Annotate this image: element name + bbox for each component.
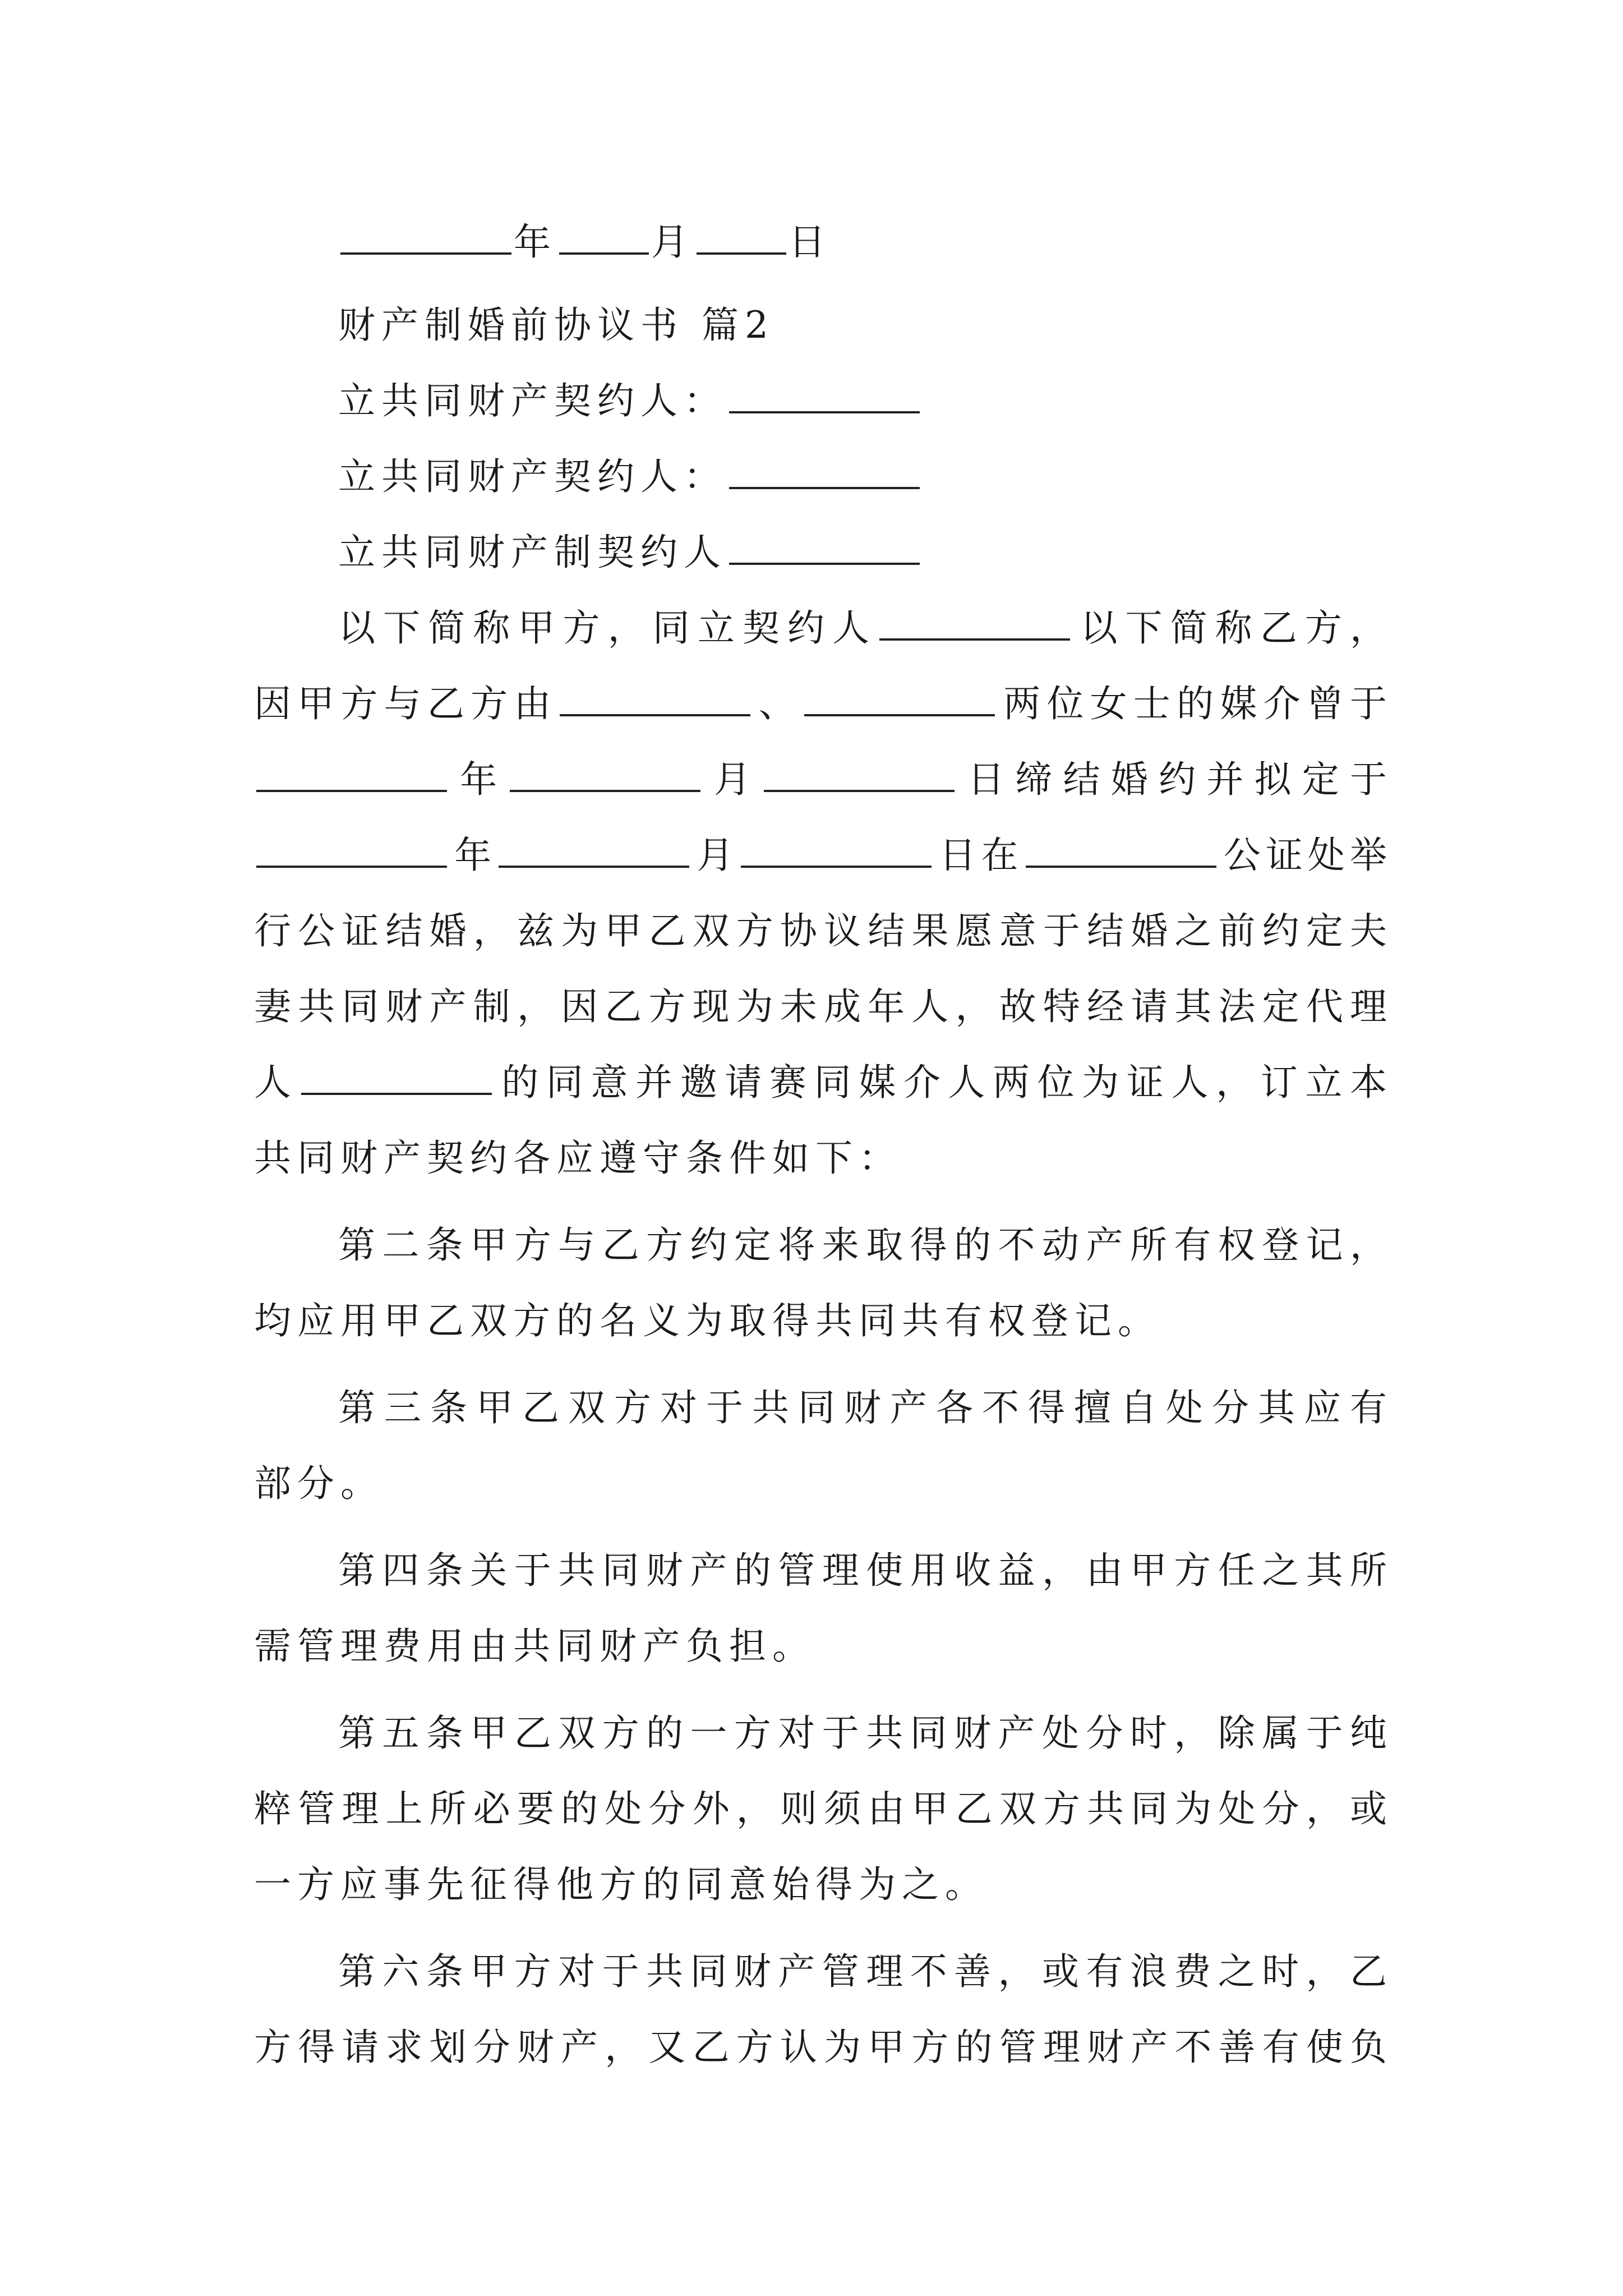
- p1-l4-text-d: 公证处举: [1218, 834, 1387, 877]
- p1-l4-text-c: 日在: [934, 834, 1023, 877]
- art6-line-1: 第六条甲方对于共同财产管理不善，或有浪费之时，乙: [338, 1950, 1387, 1993]
- party-c-blank: [729, 528, 920, 565]
- party-c-line: [338, 519, 1387, 586]
- party-b-line: [338, 443, 1387, 510]
- p1-l3-text-a: 年: [449, 758, 508, 801]
- party-a-line: [338, 367, 1387, 435]
- p1-l7-text-b: 的同意并邀请赛同媒介人两位为证人，订立本: [494, 1061, 1387, 1104]
- art2-line-1: 第二条甲方与乙方约定将来取得的不动产所有权登记，: [338, 1223, 1387, 1267]
- p1-line-2: [254, 670, 1387, 738]
- party-b-label: 立共同财产契约人：: [338, 455, 727, 498]
- blank: [256, 755, 447, 792]
- art3-line-1: 第三条甲乙双方对于共同财产各不得擅自处分其应有: [338, 1386, 1387, 1429]
- p1-line-3: [254, 746, 1387, 813]
- p1-l3-text-b: 月: [703, 758, 762, 801]
- party-a-label: 立共同财产契约人：: [338, 379, 727, 422]
- blank-day: [697, 218, 786, 255]
- party-a-blank: [729, 376, 920, 413]
- art6-line-2: 方得请求划分财产，又乙方认为甲方的管理财产不善有使负: [254, 2026, 1387, 2069]
- art2-line-2: 均应用甲乙双方的名义为取得共同共有权登记。: [254, 1299, 1161, 1342]
- p1-l1-text-a: 以下简称甲方，同立契约人: [338, 606, 878, 650]
- art5-line-3: 一方应事先征得他方的同意始得为之。: [254, 1863, 988, 1906]
- blank: [256, 831, 447, 868]
- art4-line-2: 需管理费用由共同财产负担。: [254, 1625, 815, 1668]
- p1-l1-text-b: 以下简称乙方，: [1072, 606, 1387, 650]
- blank: [1026, 831, 1216, 868]
- p1-line-4: [254, 822, 1387, 889]
- blank: [879, 604, 1070, 641]
- blank: [804, 679, 995, 716]
- art3-line-2: 部分。: [254, 1462, 384, 1505]
- section-heading: 财产制婚前协议书 篇2: [338, 303, 774, 347]
- p1-l2-text-c: 两位女士的媒介曾于: [997, 682, 1387, 725]
- p1-l2-text-a: 因甲方与乙方由: [254, 682, 557, 725]
- p1-line-1: [338, 595, 1387, 662]
- p1-line-5: 行公证结婚，兹为甲乙双方协议结果愿意于结婚之前约定夫: [254, 909, 1387, 953]
- p1-l7-text-a: 人: [254, 1061, 299, 1104]
- p1-l4-text-b: 月: [691, 834, 739, 877]
- blank: [510, 755, 700, 792]
- p1-line-7: [254, 1049, 1387, 1116]
- blank-year: [340, 218, 511, 255]
- p1-line-6: 妻共同财产制，因乙方现为未成年人，故特经请其法定代理: [254, 985, 1387, 1028]
- blank: [499, 831, 689, 868]
- art5-line-2: 粹管理上所必要的处分外，则须由甲乙双方共同为处分，或: [254, 1787, 1387, 1830]
- month-char: 月: [651, 220, 694, 264]
- year-char: 年: [514, 220, 557, 264]
- party-c-label: 立共同财产制契约人: [338, 531, 727, 574]
- p1-l2-text-b: 、: [752, 682, 803, 725]
- art5-line-1: 第五条甲乙双方的一方对于共同财产处分时，除属于纯: [338, 1711, 1387, 1755]
- blank: [560, 679, 750, 716]
- p1-line-8: 共同财产契约各应遵守条件如下：: [254, 1137, 902, 1180]
- blank: [764, 755, 955, 792]
- date-line: [338, 209, 1387, 276]
- blank: [301, 1058, 492, 1095]
- p1-l3-text-c: 日缔结婚约并拟定于: [956, 758, 1387, 801]
- party-b-blank: [729, 452, 920, 489]
- art4-line-1: 第四条关于共同财产的管理使用收益，由甲方任之其所: [338, 1549, 1387, 1592]
- blank: [741, 831, 932, 868]
- day-char: 日: [789, 220, 832, 264]
- blank-month: [559, 218, 649, 255]
- p1-l4-text-a: 年: [449, 834, 497, 877]
